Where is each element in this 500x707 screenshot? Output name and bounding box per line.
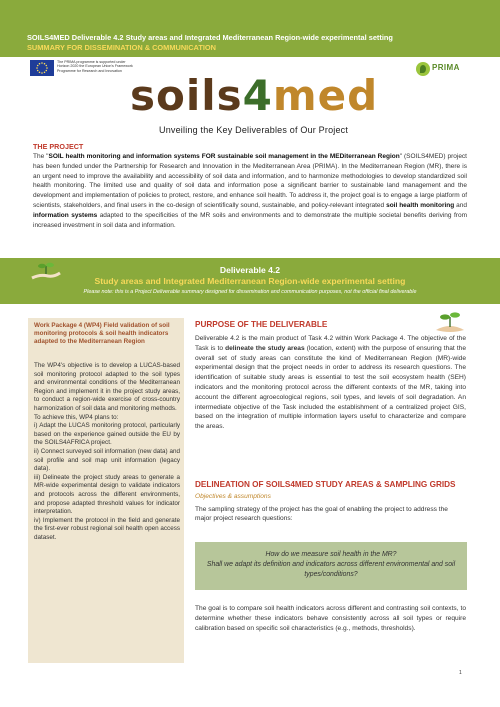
delineation-text: The sampling strategy of the project has the goal of enabling the project to address the major project research questions:: [195, 506, 448, 523]
page-number: 1: [459, 670, 462, 676]
prima-logo: [416, 61, 471, 77]
delineation-heading: DELINEATION OF SOILS4MED STUDY AREAS & SAMPLING GRIDS: [195, 480, 456, 489]
project-intro: The ": [33, 153, 49, 160]
sidebar-intro: The WP4's objective is to develop a LUCAS-based soil monitoring protocol adapted to the soil types and environmental conditions of the Mediterranean Region and implement it in the project study areas, to conduct a region-wide exercise of cross-country harmonization of soil data and monitoring methods.: [34, 362, 180, 412]
eu-flag-icon: [30, 60, 54, 76]
sidebar-plans-intro: To achieve this, WP4 plans to:: [34, 413, 119, 421]
project-full-title: SOIL health monitoring and information systems FOR sustainable soil management in the MEDiterranean Region: [48, 153, 400, 160]
banner-title: Deliverable 4.2: [219, 265, 281, 275]
research-question-1: How do we measure soil health in the MR?: [265, 551, 397, 558]
sidebar-item-4: iv) Implement the protocol in the field and generate the first-ever robust regional soil health open access dataset.: [34, 516, 180, 541]
project-body-3: adapted to the specificities of the MR soils and environments and to demonstrate the multiple societal benefits deriving from increased investment in soil data and information.: [33, 211, 467, 229]
logo-four: 4: [242, 71, 273, 120]
prima-logo-text: PRIMA: [432, 63, 460, 72]
delineation-subheading: Objectives & assumptions: [195, 493, 271, 500]
project-bold-soil-health: soil health monitoring: [386, 201, 455, 209]
research-questions: [195, 550, 467, 579]
research-question-2: Shall we adapt its definition and indicators across different environmental and soil types/conditions?: [206, 560, 456, 578]
sidebar-item-1: i) Adapt the LUCAS monitoring protocol, particularly based on the experience gained outside the EU by the SOILS4AFRICA project.: [34, 422, 180, 447]
project-bold-info-systems: information systems: [33, 211, 98, 219]
sidebar-text: [34, 362, 180, 542]
purpose-text-b: (location, extent) with the purpose of ensuring that the overall set of study areas can constitute the kind of Mediterranean Region (MR)-wide experimental design that the project needs in order to address its research questions. The identification of suitable study areas is essential to test the soil ecosystem health (SEH) indicators and the monitoring protocol across the different contexts of the MR, taking into account the different agroecological regions, soil types, and levels of soil degradation. An intermediate objective of the Task included the establishment of a centralized project GIS, based on the integration of multiple information layers useful to characterize and compare the areas.: [195, 344, 466, 431]
prima-leaf-icon: [416, 62, 430, 76]
purpose-text-a: Deliverable 4.2 is the main product of Task 4.2 within Work Package 4. The objective of the Task is to: [195, 335, 466, 352]
sidebar-heading: Work Package 4 (WP4) Field validation of soil monitoring protocols & soil health indicators adapted to the Mediterranean Region: [34, 322, 170, 346]
sidebar-item-2: ii) Connect surveyed soil information (new data) and soil profile and soil map unit information (legacy data).: [34, 447, 180, 473]
goal-text: The goal is to compare soil health indicators across different and contrasting soil contexts, to determine whether these indicators behave consistently across all soil types or require calibration based on specific soil characteristics (e.g., methods, thresholds).: [195, 605, 466, 632]
seedling-in-hands-icon: [432, 308, 468, 334]
purpose-heading: PURPOSE OF THE DELIVERABLE: [195, 320, 328, 329]
funding-note: The PRIMA programme is supported under Horizon 2020 the European Union's Framework Programme for Research and Innovation: [57, 60, 133, 73]
project-body-2: and: [454, 201, 467, 209]
logo-med: med: [272, 71, 379, 120]
project-text: [33, 152, 467, 230]
logo-soils: soils: [130, 71, 243, 120]
soils4med-logo: [130, 70, 379, 122]
header-title: SOILS4MED Deliverable 4.2 Study areas and Integrated Mediterranean Region-wide experimental setting: [27, 33, 393, 42]
sidebar-item-3: iii) Delineate the project study areas to generate a MR-wide experimental design to validate indicators and protocols across the different environments, and propose adapted threshold values for indicator interpretation.: [34, 473, 180, 516]
banner-subtitle: Study areas and Integrated Mediterranean Region-wide experimental setting: [94, 276, 406, 286]
header-subtitle: SUMMARY FOR DISSEMINATION & COMMUNICATION: [27, 43, 217, 52]
banner-note: Please note: this is a Project Deliverable summary designed for dissemination and communication purposes, not the official final deliverable: [83, 289, 417, 295]
purpose-text: [195, 334, 466, 432]
project-heading: THE PROJECT: [33, 142, 84, 151]
tagline: Unveiling the Key Deliverables of Our Project: [159, 125, 349, 135]
purpose-text-bold: delineate the study areas: [225, 344, 305, 352]
project-body-1: " (SOILS4MED) project has been funded under the Partnership for Research and Innovation in the Mediterranean Area (PRIMA). In the Mediterranean Region (MR), there is an urgent need to improve the availability and accessibility of soil data and information, and to harmonize methodologies to develop standardized soil health monitoring. The limited use and quality of soil data and information pose a significant barrier to sustainable land management and the development and implementation of policies to protect, restore, and enhance soil health. To address it, the project goal is to engage a large platform of scientists, stakeholders, and final users in the co-design of scientifically sound, sustainable, and policy-relevant integrated: [33, 153, 467, 209]
